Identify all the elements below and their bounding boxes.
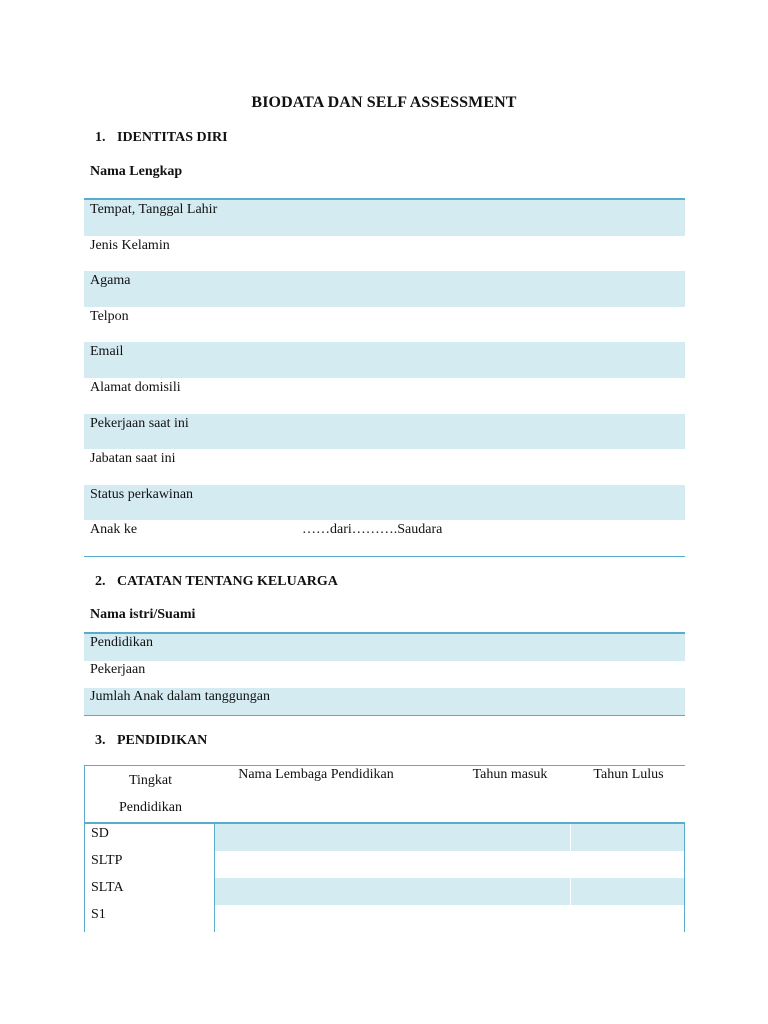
table-row	[84, 414, 685, 450]
column-header-text: Tingkat	[128, 773, 173, 788]
table-cell	[215, 905, 570, 932]
table-row	[84, 449, 685, 485]
section-title: IDENTITAS DIRI	[117, 130, 228, 145]
table-row	[84, 851, 685, 878]
section-title: CATATAN TENTANG KELUARGA	[117, 574, 338, 589]
row-label: S1	[91, 907, 106, 922]
table-row	[84, 378, 685, 414]
table-row	[84, 878, 685, 905]
pendidikan-table	[84, 765, 685, 932]
section-heading-keluarga	[95, 574, 338, 590]
table-row	[84, 824, 685, 851]
field-label: Jumlah Anak dalam tanggungan	[90, 689, 271, 704]
column-header-tahun-masuk: Tahun masuk	[472, 767, 548, 782]
table-row	[84, 905, 685, 932]
section-title: PENDIDIKAN	[117, 733, 208, 748]
field-label: Alamat domisili	[90, 379, 181, 395]
label-nama-istri-suami: Nama istri/Suami	[90, 607, 196, 622]
field-label: Email	[90, 344, 124, 360]
field-label: Pekerjaan	[90, 662, 146, 677]
field-label: Telpon	[90, 308, 129, 324]
table-row	[84, 634, 685, 661]
table-cell	[570, 824, 685, 851]
field-label: Anak ke	[90, 522, 138, 538]
label-nama-lengkap: Nama Lengkap	[90, 164, 183, 179]
table-row	[84, 661, 685, 688]
row-label: SLTA	[91, 880, 124, 895]
column-header-tingkat	[85, 767, 216, 821]
table-row	[84, 307, 685, 343]
table-row	[84, 236, 685, 272]
section-heading-identitas	[95, 130, 228, 146]
field-label: Agama	[90, 273, 131, 289]
table-cell	[570, 905, 685, 932]
table-row	[84, 688, 685, 715]
table-row	[84, 271, 685, 307]
identitas-table	[84, 198, 685, 557]
table-row	[84, 485, 685, 521]
field-label: Pendidikan	[90, 635, 153, 650]
section-number: 1.	[95, 130, 106, 145]
anak-ke-suffix: ……dari……….Saudara	[302, 522, 443, 538]
field-label: Status perkawinan	[90, 486, 194, 502]
table-cell	[215, 851, 570, 878]
row-label: SD	[91, 826, 109, 841]
field-label: Pekerjaan saat ini	[90, 415, 189, 431]
table-row	[84, 342, 685, 378]
section-number: 3.	[95, 733, 106, 748]
row-label: SLTP	[91, 853, 123, 868]
table-row	[84, 520, 685, 556]
field-label: Jenis Kelamin	[90, 237, 170, 253]
keluarga-table	[84, 632, 685, 716]
table-cell	[570, 851, 685, 878]
section-number: 2.	[95, 574, 106, 589]
table-header	[84, 765, 685, 824]
column-header-text: Pendidikan	[119, 800, 182, 815]
table-cell	[215, 824, 570, 851]
column-header-lembaga: Nama Lembaga Pendidikan	[238, 767, 394, 782]
column-header-tahun-lulus: Tahun Lulus	[593, 767, 664, 782]
field-label: Tempat, Tanggal Lahir	[90, 202, 218, 217]
section-heading-pendidikan	[95, 733, 207, 749]
document-title: BIODATA DAN SELF ASSESSMENT	[251, 94, 517, 111]
table-row	[84, 200, 685, 236]
table-cell	[215, 878, 570, 905]
table-cell	[570, 878, 685, 905]
field-label: Jabatan saat ini	[90, 451, 176, 467]
